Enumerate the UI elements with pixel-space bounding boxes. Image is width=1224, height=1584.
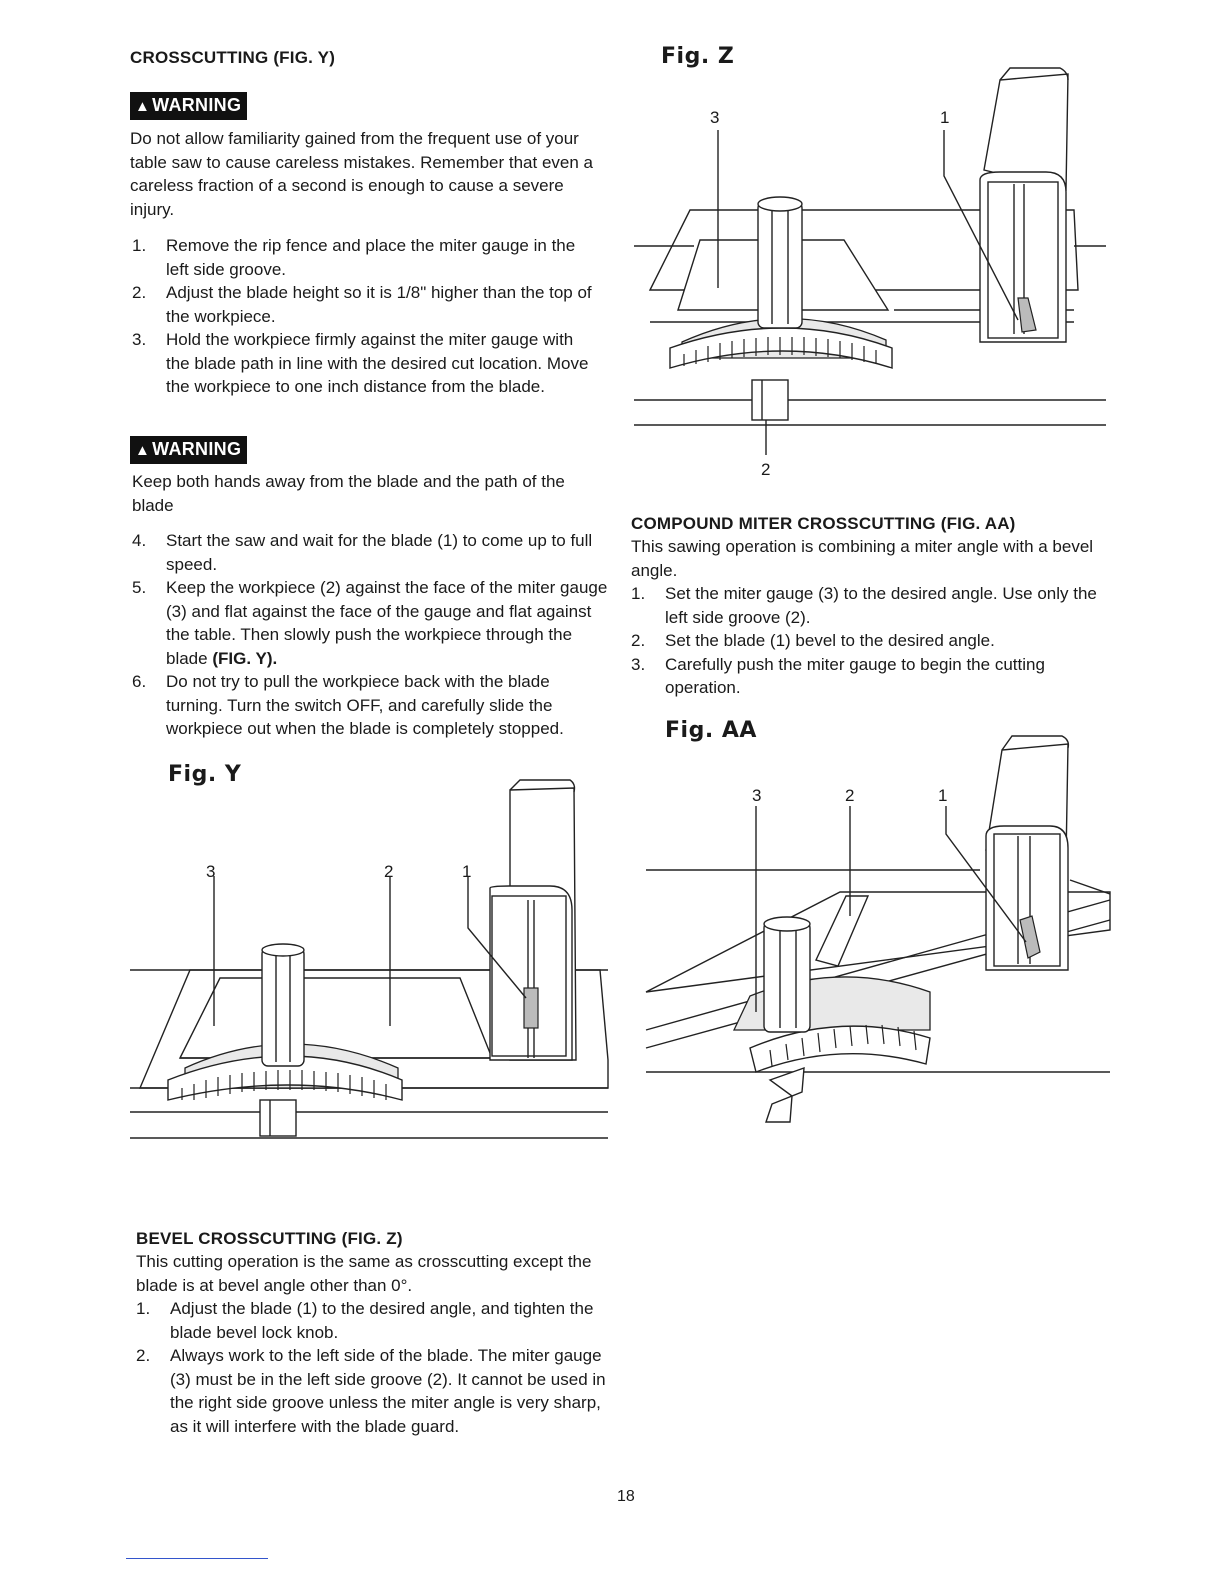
miter-gauge-handle — [758, 202, 802, 328]
bevel-heading: BEVEL CROSSCUTTING (FIG. Z) — [136, 1229, 403, 1248]
step-text: Keep the workpiece (2) against the face of the miter gauge (3) and flat against the face of the gauge and flat against the table. Then slowly push the workpiece through the blade — [166, 578, 608, 668]
step-number: 1. — [132, 236, 147, 255]
list-item — [130, 529, 610, 576]
list-item — [629, 582, 1099, 629]
step-number: 1. — [136, 1299, 151, 1318]
list-item — [130, 670, 610, 741]
list-item — [130, 328, 600, 399]
fig-z-callout-2: 2 — [761, 460, 771, 479]
fig-y-drawing — [130, 770, 620, 1150]
page-number: 18 — [617, 1488, 635, 1505]
crosscutting-heading: CROSSCUTTING (FIG. Y) — [130, 48, 336, 67]
step-number: 2. — [132, 283, 147, 302]
list-item — [130, 576, 610, 670]
step-number: 2. — [136, 1346, 151, 1365]
fig-y-label: Fig. Y — [168, 762, 242, 787]
miter-gauge-scale — [750, 1026, 930, 1072]
step-text: Set the miter gauge (3) to the desired angle. Use only the left side groove (2). — [665, 584, 1097, 627]
step-text: Hold the workpiece firmly against the miter gauge with the blade path in line with the desired cut location. Move the workpiece to one inch distance from the blade. — [166, 330, 589, 396]
step-text: Carefully push the miter gauge to begin the cutting operation. — [665, 654, 1045, 697]
list-item — [134, 1297, 612, 1344]
warning-label: WARNING — [152, 439, 242, 459]
crosscutting-steps-list-2 — [130, 529, 610, 741]
warning-badge-2 — [130, 436, 247, 464]
compound-intro: This sawing operation is combining a miter angle with a bevel angle. — [631, 537, 1094, 580]
miter-bar — [766, 1068, 804, 1122]
step-number: 6. — [132, 672, 147, 691]
miter-gauge-handle — [262, 948, 304, 1066]
workpiece — [180, 978, 492, 1058]
crosscutting-steps-list — [130, 234, 600, 399]
warning-text: Do not allow familiarity gained from the frequent use of your table saw to cause careless mistakes. Remember that even a careless fraction of a second is enough to cause a severe injury. — [130, 129, 593, 219]
miter-bar — [752, 380, 788, 420]
step-number: 4. — [132, 531, 147, 550]
warning-triangle-icon: ▲ — [135, 442, 151, 459]
miter-gauge-handle — [764, 922, 810, 1032]
step-text: Always work to the left side of the blade. The miter gauge (3) must be in the left side groove (2). It cannot be used in the right side groove unless the miter angle is very sharp, as it will interfere with the blade guard. — [170, 1346, 606, 1436]
fig-aa-callout-1: 1 — [938, 786, 948, 805]
step-text: Set the blade (1) bevel to the desired angle. — [665, 631, 995, 650]
step-number: 3. — [132, 330, 147, 349]
miter-bar — [260, 1100, 296, 1136]
step-text: Do not try to pull the workpiece back with the blade turning. Turn the switch OFF, and carefully slide the workpiece out when the blade is completely stopped. — [166, 672, 564, 738]
list-item — [629, 653, 1099, 700]
step-text: Start the saw and wait for the blade (1) to come up to full speed. — [166, 531, 593, 574]
step-number: 5. — [132, 578, 147, 597]
list-item — [134, 1344, 612, 1438]
saw-blade — [524, 988, 538, 1028]
fig-z-label: Fig. Z — [661, 44, 735, 69]
step-text: Adjust the blade (1) to the desired angle, and tighten the blade bevel lock knob. — [170, 1299, 594, 1342]
fig-aa-drawing — [640, 730, 1114, 1140]
step-number: 3. — [631, 654, 646, 674]
warning2-text: Keep both hands away from the blade and the path of the blade — [132, 472, 565, 515]
warning-triangle-icon: ▲ — [135, 98, 151, 115]
list-item — [629, 629, 1099, 653]
compound-steps-list — [629, 582, 1099, 700]
step-number: 1. — [631, 584, 646, 603]
bevel-intro: This cutting operation is the same as crosscutting except the blade is at bevel angle other than 0°. — [136, 1252, 592, 1295]
list-item — [130, 234, 600, 281]
fig-aa-label: Fig. AA — [665, 718, 757, 743]
step-text: Adjust the blade height so it is 1/8" higher than the top of the workpiece. — [166, 283, 592, 326]
warning-label: WARNING — [152, 95, 242, 115]
fig-y-callout-2: 2 — [384, 862, 394, 881]
step-text: Remove the rip fence and place the miter gauge in the left side groove. — [166, 236, 576, 279]
fig-y-callout-1: 1 — [462, 862, 472, 881]
bottom-rule — [126, 1558, 268, 1559]
warning-badge — [130, 92, 247, 120]
fig-aa-callout-2: 2 — [845, 786, 855, 805]
fig-z-callout-1: 1 — [940, 108, 950, 127]
fig-z-callout-3: 3 — [710, 108, 720, 127]
step-number: 2. — [631, 631, 646, 650]
fig-y-callout-3: 3 — [206, 862, 216, 881]
fig-aa-callout-3: 3 — [752, 786, 762, 805]
fig-reference: (FIG. Y). — [212, 648, 278, 668]
list-item — [130, 281, 600, 328]
compound-heading: COMPOUND MITER CROSSCUTTING (FIG. AA) — [631, 514, 1016, 533]
fig-z-drawing — [634, 60, 1110, 460]
bevel-steps-list — [134, 1297, 612, 1438]
